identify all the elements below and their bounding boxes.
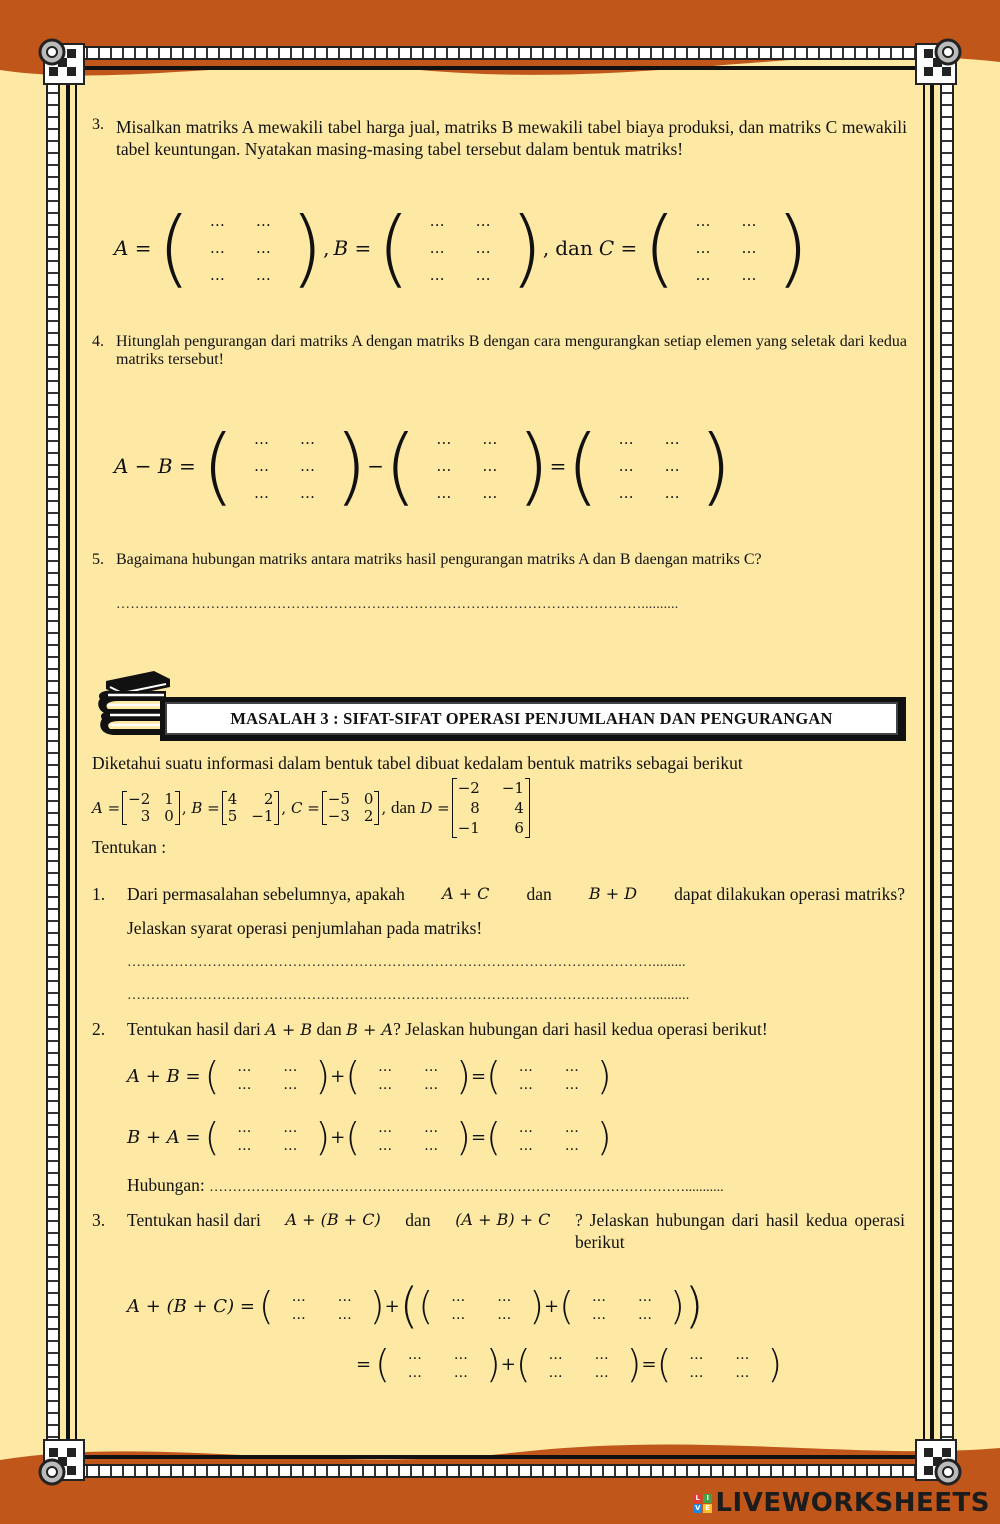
frame-right-rail [940, 62, 954, 1462]
right-paren: ) [334, 417, 368, 515]
question-3-matrix-form [92, 116, 907, 160]
left-paren: ( [201, 417, 235, 515]
matrix-b-label: B = [191, 799, 220, 817]
equation-lhs: A − B = [114, 454, 196, 478]
matrix-a-placeholder: … … … … … … [209, 211, 271, 284]
liveworksheets-text: LIVEWORKSHEETS [715, 1488, 990, 1518]
matrix-placeholder: … … … … [548, 1347, 609, 1381]
left-paren: ( [377, 199, 411, 297]
matrix-c-label: C = [290, 799, 320, 817]
frame-inner-right-2 [923, 75, 925, 1450]
question-text: Misalkan matriks A mewakili tabel harga jual, matriks B mewakili tabel biaya produksi, dan matriks C mewakili tabel keuntungan. Nyatakan masing-masing tabel tersebut dalam bentuk matriks! [116, 117, 907, 159]
answer-line[interactable]: ………………………………………………………………………………………………….......... [116, 597, 679, 612]
right-paren: ) [510, 199, 543, 297]
left-paren: ( [566, 417, 600, 515]
associative-equation-line-1: A + (B + C) = ( … … … … ) + ( ( … … … … ) + ( … … … … ) ) [127, 1278, 704, 1334]
question-4-subtraction [92, 333, 907, 369]
corner-ornament-top-right [912, 36, 964, 88]
right-paren: ) [699, 417, 732, 515]
answer-line[interactable]: …………………………………………………………………………………………………......... [127, 955, 686, 970]
matrix-b-label: B = [333, 236, 372, 260]
matrix-a: −2 1 3 0 [122, 791, 180, 825]
associative-equation-line-2: = ( … … … … ) + ( … … … … ) = ( … … … … ) [356, 1342, 783, 1386]
masalah-3-banner [160, 697, 906, 741]
corner-ornament-bottom-right [912, 1436, 964, 1488]
masalah-3-intro: Diketahui suatu informasi dalam bentuk tabel dibuat kedalam bentuk matriks sebagai berikut [92, 753, 743, 773]
matrix-c-placeholder: … … … … … … [695, 211, 757, 284]
matrix-placeholder: … … … … [518, 1059, 579, 1093]
matrix-c-label: C = [598, 236, 638, 260]
right-paren: ) [516, 417, 550, 515]
frame-inner-top [66, 66, 934, 70]
answer-line[interactable]: ………………………………………………………………………………………………….......... [127, 988, 690, 1003]
question-number: 2. [92, 1019, 106, 1039]
left-paren: ( [157, 199, 191, 297]
given-matrices: A = −2 1 3 0 , B = 4 2 5 −1 , C = −5 0 −3 2 , dan D = −2 −1 8 4 −1 6 [92, 776, 532, 840]
question-5-relationship [92, 551, 907, 569]
matrix-d: −2 −1 8 4 −1 6 [452, 778, 530, 838]
matrix-placeholder: … … … … [291, 1289, 352, 1323]
matrix-placeholder: … … … … [378, 1059, 439, 1093]
corner-ornament-bottom-left [36, 1436, 88, 1488]
b-plus-a-equation: B + A = ( … … … … ) + ( … … … … ) = ( … … … … ) [127, 1115, 612, 1159]
matrix-placeholder: … … … … … … [436, 429, 498, 502]
question-text: Bagaimana hubungan matriks antara matriks hasil pengurangan matriks A dan B daengan matriks C? [116, 551, 762, 568]
matrix-a-label: A = [92, 799, 121, 817]
right-paren: ) [290, 199, 324, 297]
question-text: Hitunglah pengurangan dari matriks A dengan matriks B dengan cara mengurangkan setiap elemen yang seletak dari kedua matriks tersebut! [116, 333, 907, 368]
frame-inner-bottom [66, 1455, 934, 1459]
question-number: 4. [92, 333, 104, 350]
question-number: 3. [92, 1210, 106, 1230]
question-number: 3. [92, 116, 104, 133]
right-paren: ) [776, 199, 809, 297]
matrix-placeholder: … … … … [378, 1120, 439, 1154]
frame-inner-left-2 [75, 75, 77, 1450]
matrix-c: −5 0 −3 2 [322, 791, 380, 825]
matrix-placeholder: … … … … [518, 1120, 579, 1154]
matrix-placeholder: … … … … [591, 1289, 652, 1323]
matrix-placeholder: … … … … [237, 1120, 298, 1154]
matrix-b: 4 2 5 −1 [222, 791, 280, 825]
matrix-placeholder: … … … … … … [618, 429, 680, 502]
frame-bottom-rail [62, 1464, 938, 1478]
question-number: 5. [92, 551, 104, 568]
tentukan-label: Tentukan : [92, 837, 167, 857]
a-plus-b-equation: A + B = ( … … … … ) + ( … … … … ) = ( … … … … ) [127, 1054, 612, 1098]
left-paren: ( [643, 199, 677, 297]
matrix-b-placeholder: … … … … … … [429, 211, 491, 284]
matrix-placeholder: … … … … … … [254, 429, 316, 502]
liveworksheets-tiles-icon: L I V E [694, 1493, 711, 1512]
matrix-form-equation: A = ( … … … … … … ) , B = ( … … … … … … ) , dan C = ( … … … … … … ) [114, 199, 809, 297]
matrix-placeholder: … … … … [689, 1347, 750, 1381]
frame-inner-right [930, 66, 934, 1459]
frame-inner-left [66, 66, 70, 1459]
frame-left-rail [46, 62, 60, 1462]
hubungan-line: Hubungan: …………………………………………………………………………………………........... [127, 1175, 724, 1195]
masalah-3-title: MASALAH 3 : SIFAT-SIFAT OPERASI PENJUMLAHAN DAN PENGURANGAN [165, 702, 898, 735]
matrix-d-label: D = [420, 799, 450, 817]
minus-sign: − [367, 454, 385, 478]
corner-ornament-top-left [36, 36, 88, 88]
hubungan-answer[interactable]: …………………………………………………………………………………………........... [209, 1180, 724, 1195]
equals-sign: = [549, 454, 567, 478]
matrix-placeholder: … … … … [237, 1059, 298, 1093]
matrix-placeholder: … … … … [451, 1289, 512, 1323]
matrix-a-label: A = [114, 236, 152, 260]
question-number: 1. [92, 884, 106, 904]
subtraction-equation [114, 417, 732, 515]
left-paren: ( [384, 417, 417, 515]
frame-top-rail [62, 46, 938, 60]
matrix-placeholder: … … … … [407, 1347, 468, 1381]
liveworksheets-logo [693, 1488, 990, 1518]
